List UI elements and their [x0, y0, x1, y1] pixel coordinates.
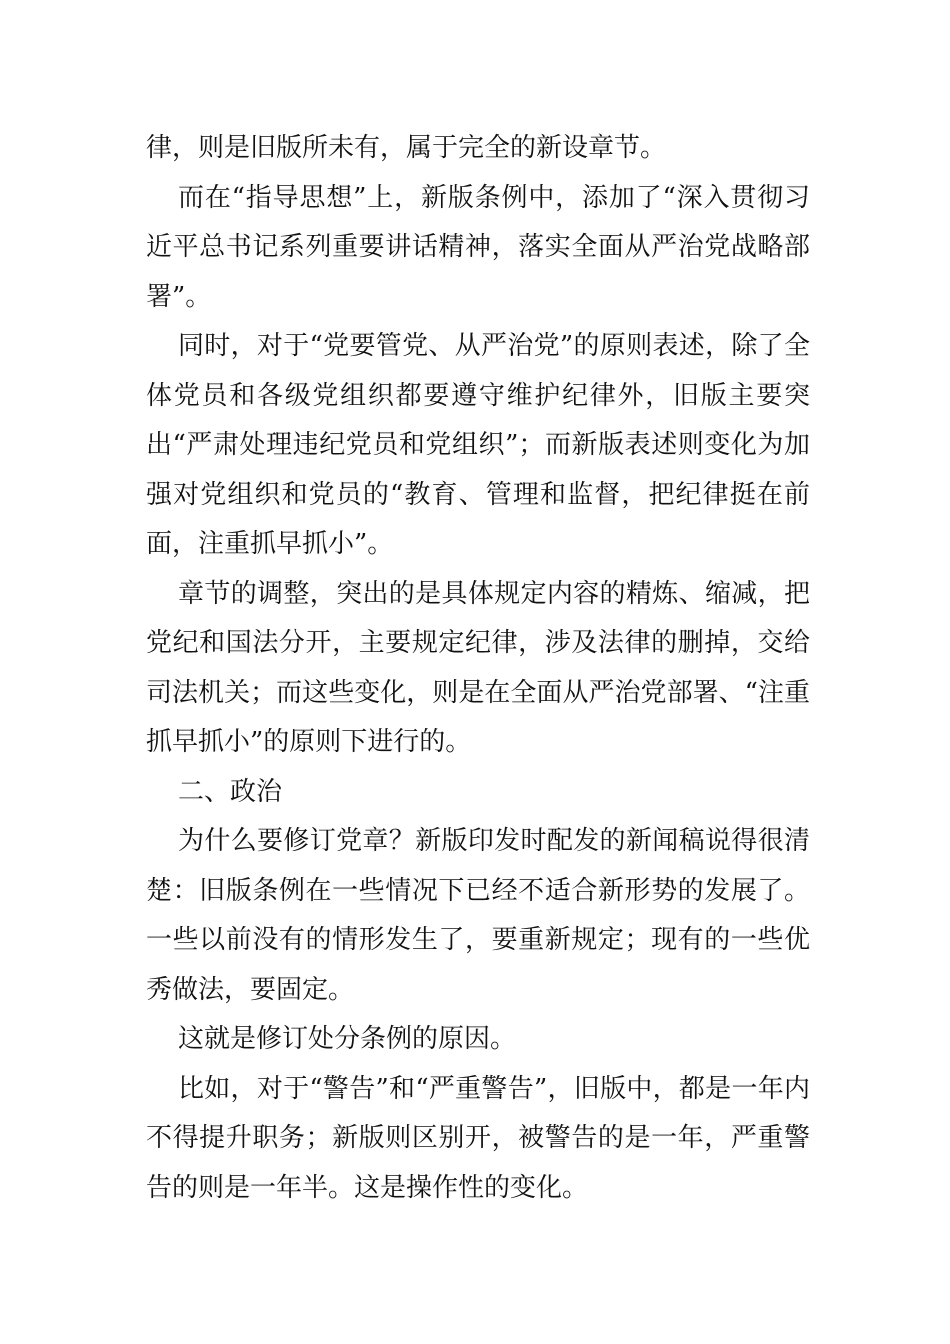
paragraph-why-revise: 为什么要修订党章？新版印发时配发的新闻稿说得很清楚：旧版条例在一些情况下已经不适合新形势的发展了。一些以前没有的情形发生了，要重新规定；现有的一些优秀做法，要固定。	[146, 826, 810, 1005]
paragraph-guiding-thought: 而在“指导思想”上，新版条例中，添加了“深入贯彻习近平总书记系列重要讲话精神，落实全面从严治党战略部署”。	[146, 182, 810, 312]
section-heading-politics: 二、政治	[178, 776, 283, 807]
paragraph-principles: 同时，对于“党要管党、从严治党”的原则表述，除了全体党员和各级党组织都要遵守维护纪律外，旧版主要突出“严肃处理违纪党员和党组织”；而新版表述则变化为加强对党组织和党员的“教育、管理和监督，把纪律挺在前面，注重抓早抓小”。	[146, 331, 810, 559]
paragraph-continuation: 律，则是旧版所未有，属于完全的新设章节。	[146, 133, 667, 163]
document-body	[146, 124, 810, 1213]
paragraph-reason: 这就是修订处分条例的原因。	[178, 1024, 517, 1054]
paragraph-warning-example: 比如，对于“警告”和“严重警告”，旧版中，都是一年内不得提升职务；新版则区别开，被警告的是一年，严重警告的则是一年半。这是操作性的变化。	[146, 1073, 810, 1203]
paragraph-chapter-adjustment: 章节的调整，突出的是具体规定内容的精炼、缩减，把党纪和国法分开，主要规定纪律，涉及法律的删掉，交给司法机关；而这些变化，则是在全面从严治党部署、“注重抓早抓小”的原则下进行的。	[146, 578, 810, 757]
